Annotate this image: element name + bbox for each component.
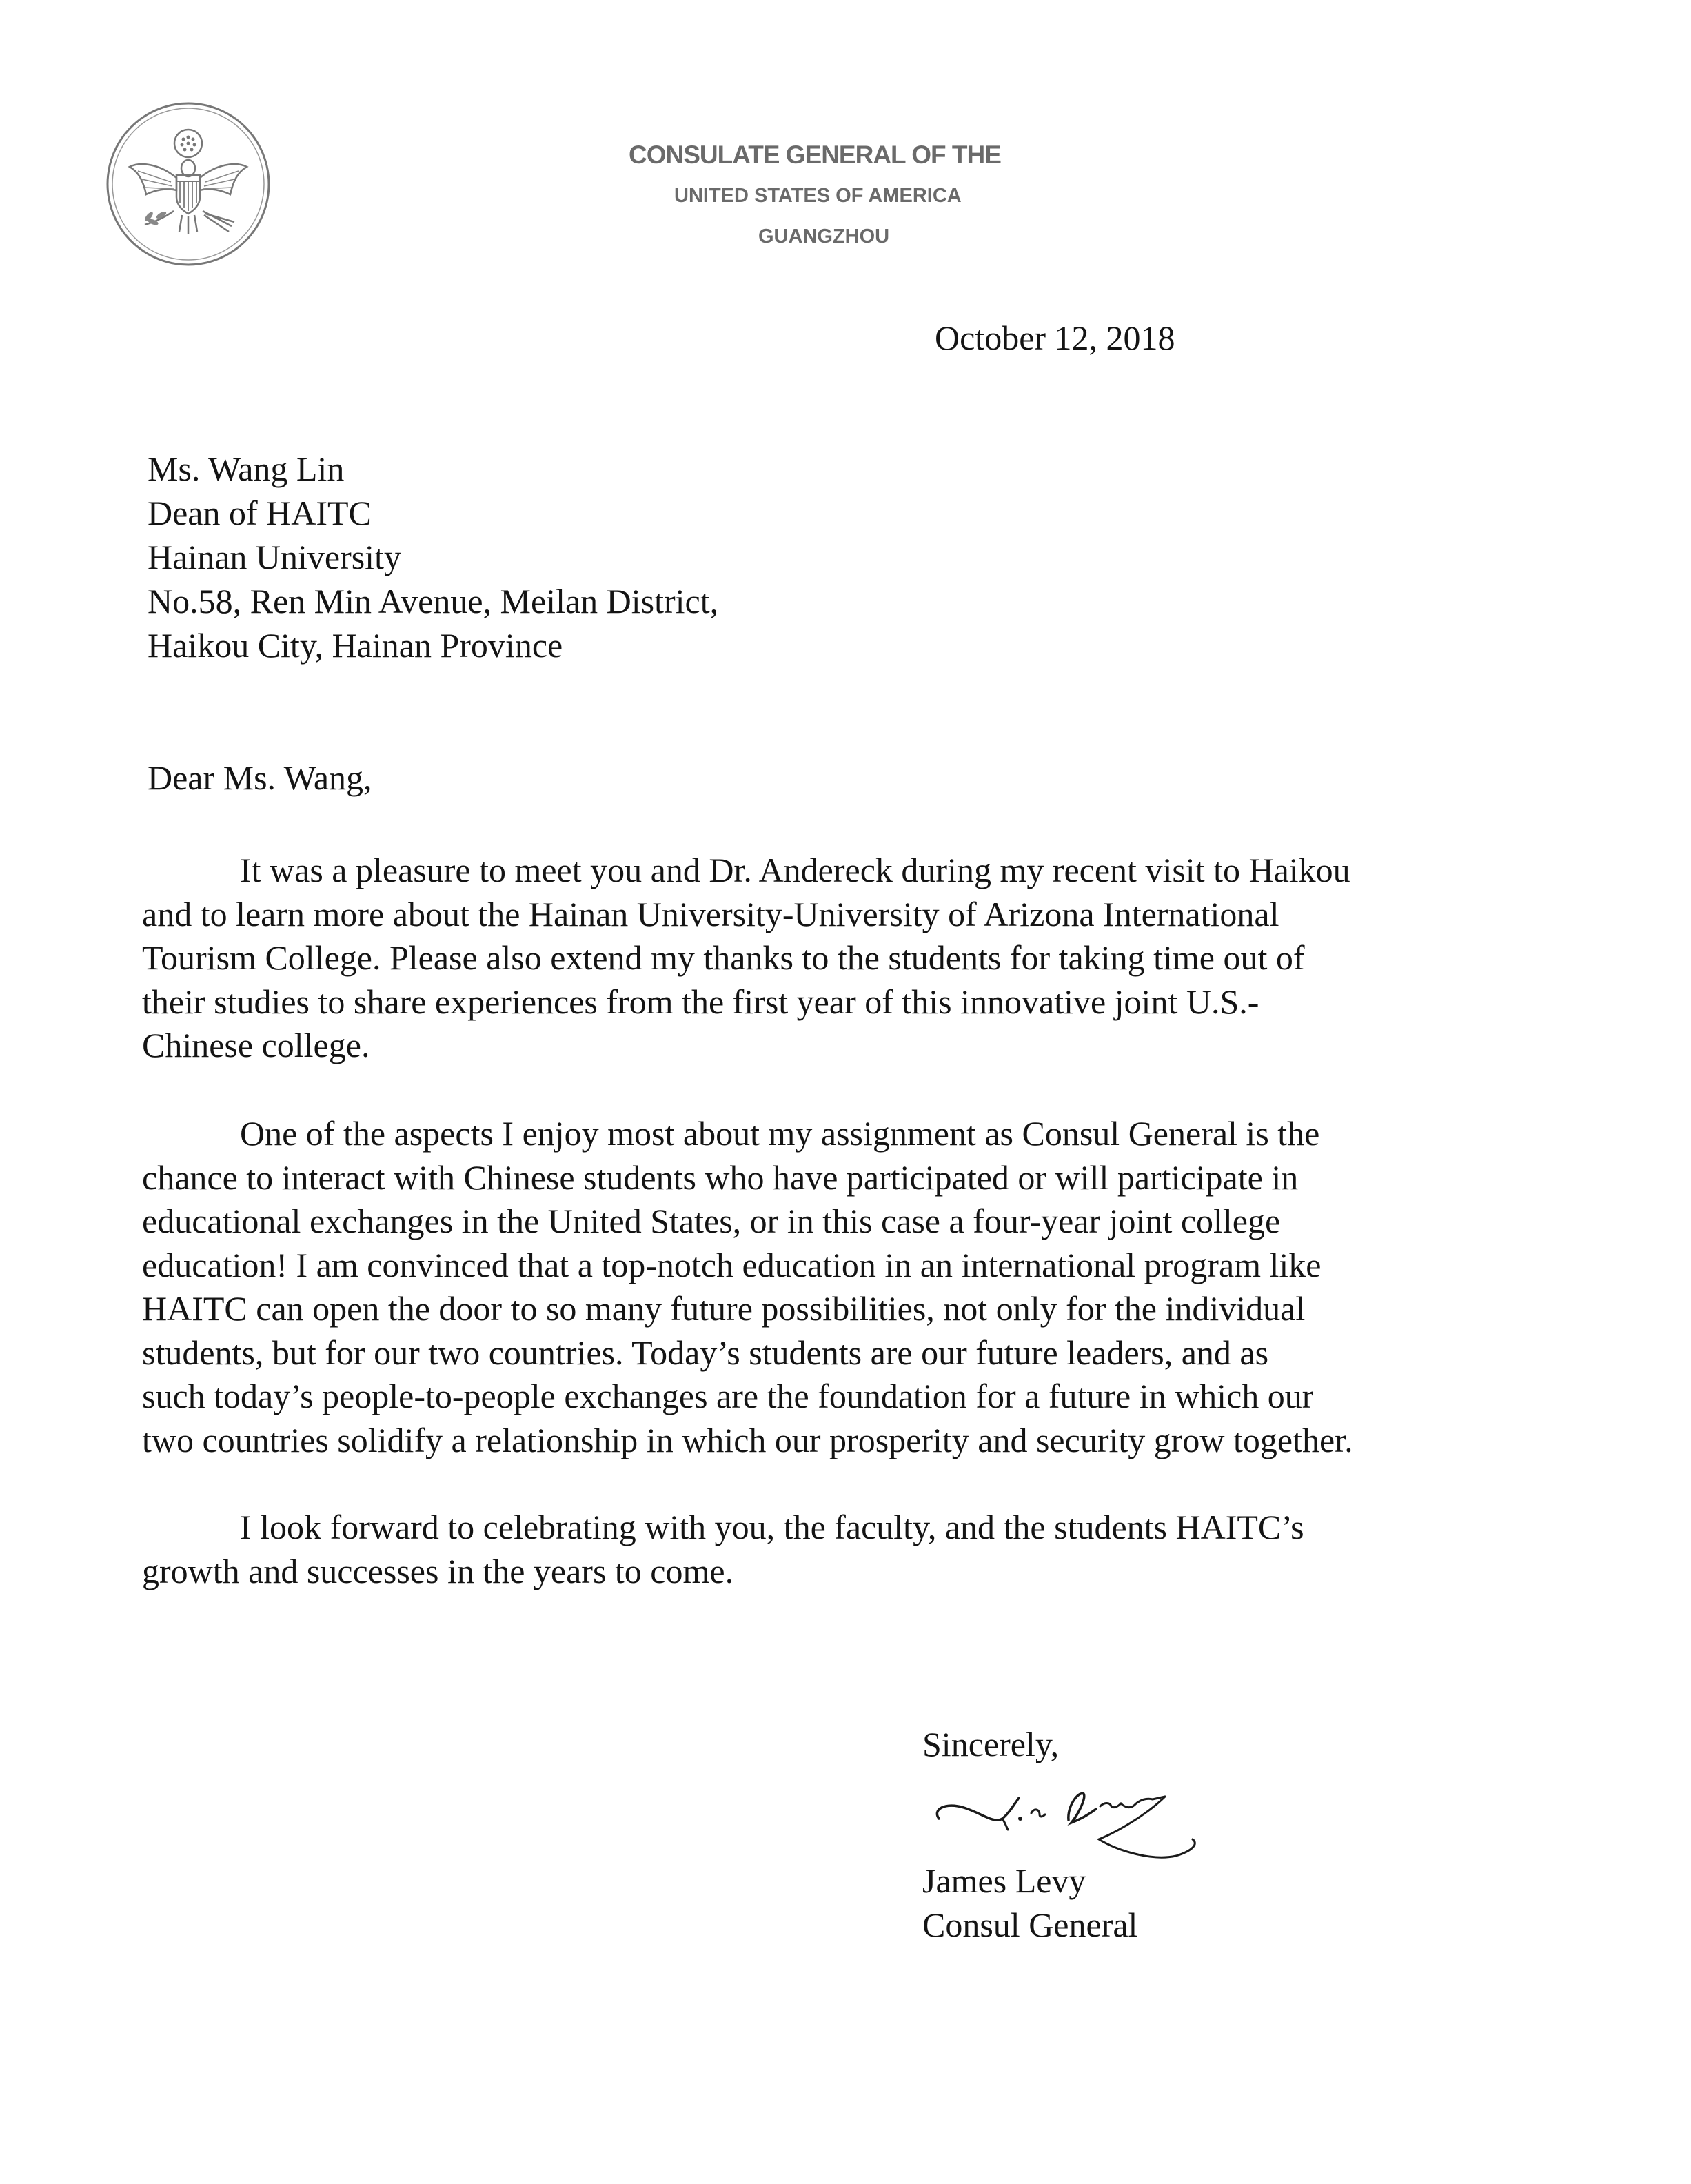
closing: Sincerely, xyxy=(922,1725,1060,1763)
recipient-city: Haikou City, Hainan Province xyxy=(148,626,563,665)
letterhead-line-3: GUANGZHOU xyxy=(758,225,890,247)
paragraph-line: I look forward to celebrating with you, the faculty, and the students HAITC’s xyxy=(240,1508,1304,1546)
recipient-title: Dean of HAITC xyxy=(148,494,372,532)
salutation: Dear Ms. Wang, xyxy=(148,758,372,797)
paragraph-line: One of the aspects I enjoy most about my assignment as Consul General is the xyxy=(240,1114,1320,1153)
paragraph-line: such today’s people-to-people exchanges are the foundation for a future in which our xyxy=(142,1377,1314,1415)
paragraph-line: their studies to share experiences from the first year of this innovative joint U.S.- xyxy=(142,982,1259,1021)
letter-date: October 12, 2018 xyxy=(935,318,1175,357)
paragraph-line: HAITC can open the door to so many future possibilities, not only for the individual xyxy=(142,1289,1306,1328)
great-seal-eagle-icon xyxy=(105,101,272,267)
letterhead-line-1: CONSULATE GENERAL OF THE xyxy=(629,141,1001,169)
paragraph-line: Tourism College. Please also extend my thanks to the students for taking time out of xyxy=(142,938,1305,977)
paragraph-line: students, but for our two countries. Today’s students are our future leaders, and as xyxy=(142,1333,1269,1372)
paragraph-line: education! I am convinced that a top-notch education in an international program like xyxy=(142,1245,1322,1284)
paragraph-line: growth and successes in the years to come. xyxy=(142,1551,734,1590)
signer-title: Consul General xyxy=(922,1905,1138,1944)
letterhead-line-2: UNITED STATES OF AMERICA xyxy=(674,185,962,207)
signer-name: James Levy xyxy=(922,1861,1086,1900)
body-paragraph-2 xyxy=(142,1111,1521,1462)
paragraph-line: It was a pleasure to meet you and Dr. Andereck during my recent visit to Haikou xyxy=(240,851,1350,889)
paragraph-line: Chinese college. xyxy=(142,1026,370,1064)
paragraph-line: chance to interact with Chinese students who have participated or will participate in xyxy=(142,1157,1299,1197)
recipient-name: Ms. Wang Lin xyxy=(148,449,345,488)
signer-block xyxy=(922,1859,1137,1947)
recipient-institution: Hainan University xyxy=(148,538,401,576)
paragraph-line: two countries solidify a relationship in which our prosperity and security grow together. xyxy=(142,1420,1353,1459)
recipient-street: No.58, Ren Min Avenue, Meilan District, xyxy=(148,582,719,620)
paragraph-line: and to learn more about the Hainan University-University of Arizona International xyxy=(142,894,1279,933)
body-paragraph-3 xyxy=(142,1505,1521,1593)
body-paragraph-1 xyxy=(142,848,1521,1067)
paragraph-line: educational exchanges in the United States, or in this case a four-year joint college xyxy=(142,1202,1281,1240)
recipient-address xyxy=(148,447,718,667)
